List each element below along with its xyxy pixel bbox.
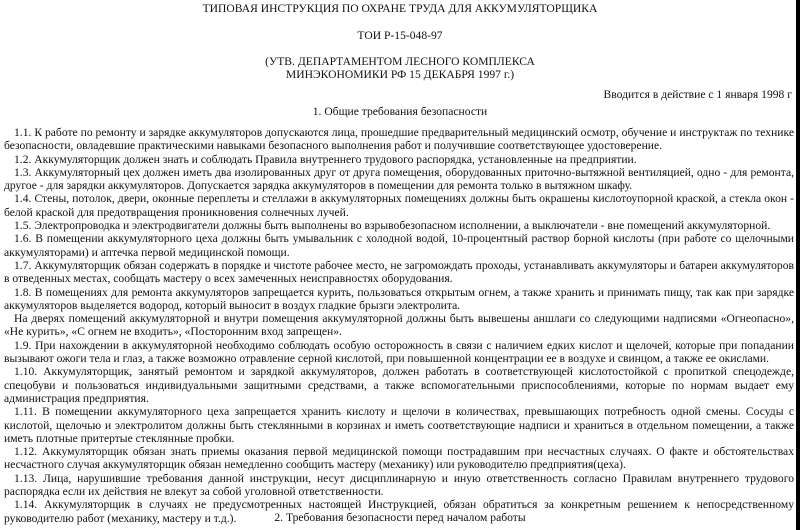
document-title: ТИПОВАЯ ИНСТРУКЦИЯ ПО ОХРАНЕ ТРУДА ДЛЯ АККУМУЛЯТОРЩИКА — [202, 2, 598, 15]
paragraph-1-10: 1.10. Аккумуляторщик, занятый ремонтом и зарядкой аккумуляторов, должен работать в соответствующей кислотостойкой с пропиткой спецодежде, спецобуви и пользоваться индивидуальными защитными средствами, а также вспомогательными приспособлениями, которые по нормам выдает ему администрация предприятия. — [4, 365, 794, 405]
document-code: ТОИ Р-15-048-97 — [357, 29, 443, 42]
section-1-body — [4, 126, 794, 525]
paragraph-1-8: 1.8. В помещениях для ремонта аккумуляторов запрещается курить, пользоваться открытым огнем, а также хранить и принимать пищу, так как при зарядке аккумуляторов выделяется водород, который выносит в воздух гладкие брызги электролита. — [4, 285, 794, 312]
paragraph-1-4: 1.4. Стены, потолок, двери, оконные переплеты и стеллажи в аккумуляторных помещениях должны быть окрашены кислотоупорной краской, а стекла окон - белой краской для предотвращения проникновения солнечных лучей. — [4, 192, 794, 219]
paragraph-1-2: 1.2. Аккумуляторщик должен знать и соблюдать Правила внутреннего трудового распорядка, установленные на предприятии. — [14, 152, 637, 166]
approval-line-1: (УТВ. ДЕПАРТАМЕНТОМ ЛЕСНОГО КОМПЛЕКСА — [265, 55, 535, 68]
right-edge-bar — [796, 0, 800, 530]
effective-date: Вводится в действие с 1 января 1998 г — [603, 88, 792, 101]
paragraph-1-1: 1.1. К работе по ремонту и зарядке аккумуляторов допускаются лица, прошедшие предварительный медицинский осмотр, обучение и инструктаж по технике безопасности, овладевшие практическими навыками безопасного выполнения работ и получившие соответствующее удостоверение. — [4, 126, 794, 153]
section-1-heading: 1. Общие требования безопасности — [312, 105, 488, 118]
section-2-heading: 2. Требования безопасности перед началом работы — [274, 511, 526, 524]
paragraph-1-6: 1.6. В помещении аккумуляторного цеха должны быть умывальник с холодной водой, 10-процентный раствор борной кислоты (при работе со щелочными аккумуляторами) и аптечка первой медицинской помощи. — [4, 232, 794, 259]
paragraph-1-8-signs: На дверях помещений аккумуляторной и внутри помещения аккумуляторной должны быть вывешены аншлаги со следующими надписями «Огнеопасно», «Не курить», «С огнем не входить», «Посторонним вход запрещен». — [4, 312, 794, 339]
paragraph-1-7: 1.7. Аккумуляторщик обязан содержать в порядке и чистоте рабочее место, не загромождать проходы, устанавливать аккумуляторы и батареи аккумуляторов в отведенных местах, сообщать мастеру о всех замеченных неисправностях оборудования. — [4, 258, 794, 286]
paragraph-1-11: 1.11. В помещении аккумуляторного цеха запрещается хранить кислоту и щелочи в количествах, превышающих потребность одной смены. Сосуды с кислотой, щелочью и электролитом должны быть стеклянными в корзинах и иметь соответствующие надписи и храниться в отдельном помещении, а также иметь плотные притертые стеклянные пробки. — [4, 405, 794, 445]
approval-line-2: МИНЭКОНОМИКИ РФ 15 ДЕКАБРЯ 1997 г.) — [285, 68, 515, 82]
approval-note — [0, 55, 800, 82]
paragraph-1-5: 1.5. Электропроводка и электродвигатели должны быть выполнены во взрывобезопасном исполнении, а выключатели - вне помещений аккумуляторной. — [14, 219, 771, 233]
paragraph-1-14: 1.14. Аккумуляторщик в случаях не предусмотренных настоящей Инструкцией, обязан обратиться за конкретным решением к непосредственному руководителю работ (механику, мастеру и т.д.). — [4, 498, 794, 525]
paragraph-1-12: 1.12. Аккумуляторщик обязан знать приемы оказания первой медицинской помощи пострадавшим при несчастных случаях. О факте и обстоятельствах несчастного случая аккумуляторщик обязан немедленно сообщить мастеру (механику) или руководителю предприятия(цеха). — [4, 445, 794, 472]
paragraph-1-9: 1.9. При нахождении в аккумуляторной необходимо соблюдать особую осторожность в связи с наличием едких кислот и щелочей, которые при попадании вызывают ожоги тела и глаз, а также возможно отравление серной кислотой, при повышенной концентрации ее в воздухе и свинцом, а также ее окислами. — [4, 338, 794, 366]
paragraph-1-3: 1.3. Аккумуляторный цех должен иметь два изолированных друг от друга помещения, оборудованных приточно-вытяжной вентиляцией, одно - для ремонта, другое - для зарядки аккумуляторов. Допускается зарядка аккумуляторов в помещении для ремонта только в вытяжном шкафу. — [4, 165, 794, 193]
paragraph-1-13: 1.13. Лица, нарушившие требования данной инструкции, несут дисциплинарную и иную ответственность согласно Правилам внутреннего трудового распорядка если их действия не влекут за собой уголовной ответственности. — [4, 471, 794, 499]
